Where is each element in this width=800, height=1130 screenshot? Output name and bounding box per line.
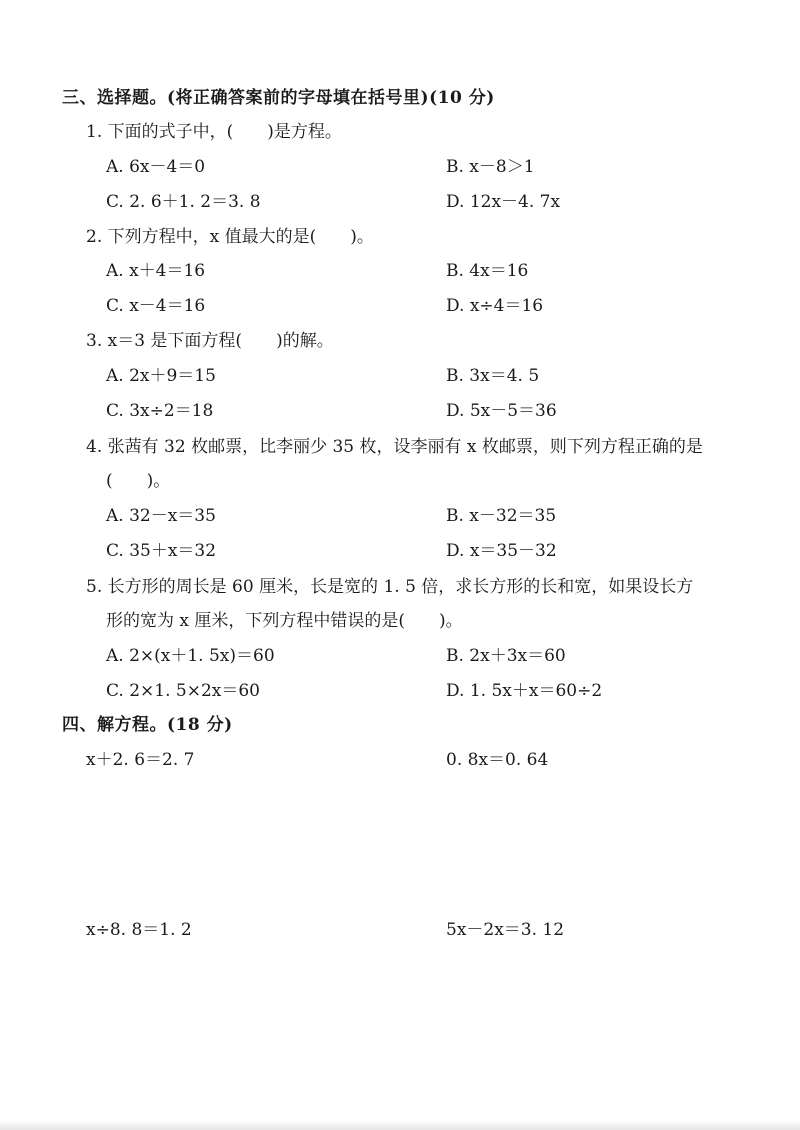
question-4-stem-continued: ( )。 [106,471,171,491]
question-5-option-c: C. 2×1. 5×2x＝60 [106,681,260,701]
question-1-option-a: A. 6x－4＝0 [106,157,206,177]
question-4-option-b: B. x－32＝35 [446,506,557,526]
equation-4: 5x－2x＝3. 12 [446,920,565,940]
question-1-option-b: B. x－8＞1 [446,157,535,177]
question-1-option-c: C. 2. 6＋1. 2＝3. 8 [106,192,261,212]
question-5-option-a: A. 2×(x＋1. 5x)＝60 [106,646,275,666]
question-4-stem: 4. 张茜有 32 枚邮票，比李丽少 35 枚，设李丽有 x 枚邮票，则下列方程正确的是 [86,437,703,457]
question-2-option-a: A. x＋4＝16 [106,261,206,281]
question-2-stem: 2. 下列方程中，x 值最大的是( )。 [86,227,374,247]
question-4-option-c: C. 35＋x＝32 [106,541,217,561]
question-3-stem: 3. x＝3 是下面方程( )的解。 [86,331,334,351]
equation-1: x＋2. 6＝2. 7 [86,750,195,770]
question-5-option-b: B. 2x＋3x＝60 [446,646,566,666]
question-1-option-d: D. 12x－4. 7x [446,192,561,212]
question-3-option-c: C. 3x÷2＝18 [106,401,214,421]
question-1-stem: 1. 下面的式子中，( )是方程。 [86,122,342,142]
section-4-title: 四、解方程。(18 分) [62,715,233,735]
question-2-option-d: D. x÷4＝16 [446,296,544,316]
page-bottom-edge [0,1120,800,1130]
question-4-option-d: D. x＝35－32 [446,541,557,561]
question-2-option-c: C. x－4＝16 [106,296,206,316]
question-5-option-d: D. 1. 5x＋x＝60÷2 [446,681,603,701]
question-3-option-b: B. 3x＝4. 5 [446,366,540,386]
question-3-option-d: D. 5x－5＝36 [446,401,557,421]
question-5-stem-continued: 形的宽为 x 厘米，下列方程中错误的是( )。 [106,611,463,631]
question-2-option-b: B. 4x＝16 [446,261,529,281]
question-3-option-a: A. 2x＋9＝15 [106,366,216,386]
equation-3: x÷8. 8＝1. 2 [86,920,192,940]
section-3-title: 三、选择题。(将正确答案前的字母填在括号里)(10 分) [62,88,495,108]
equation-2: 0. 8x＝0. 64 [446,750,549,770]
question-4-option-a: A. 32－x＝35 [106,506,216,526]
question-5-stem: 5. 长方形的周长是 60 厘米，长是宽的 1. 5 倍，求长方形的长和宽，如果设长方 [86,577,694,597]
